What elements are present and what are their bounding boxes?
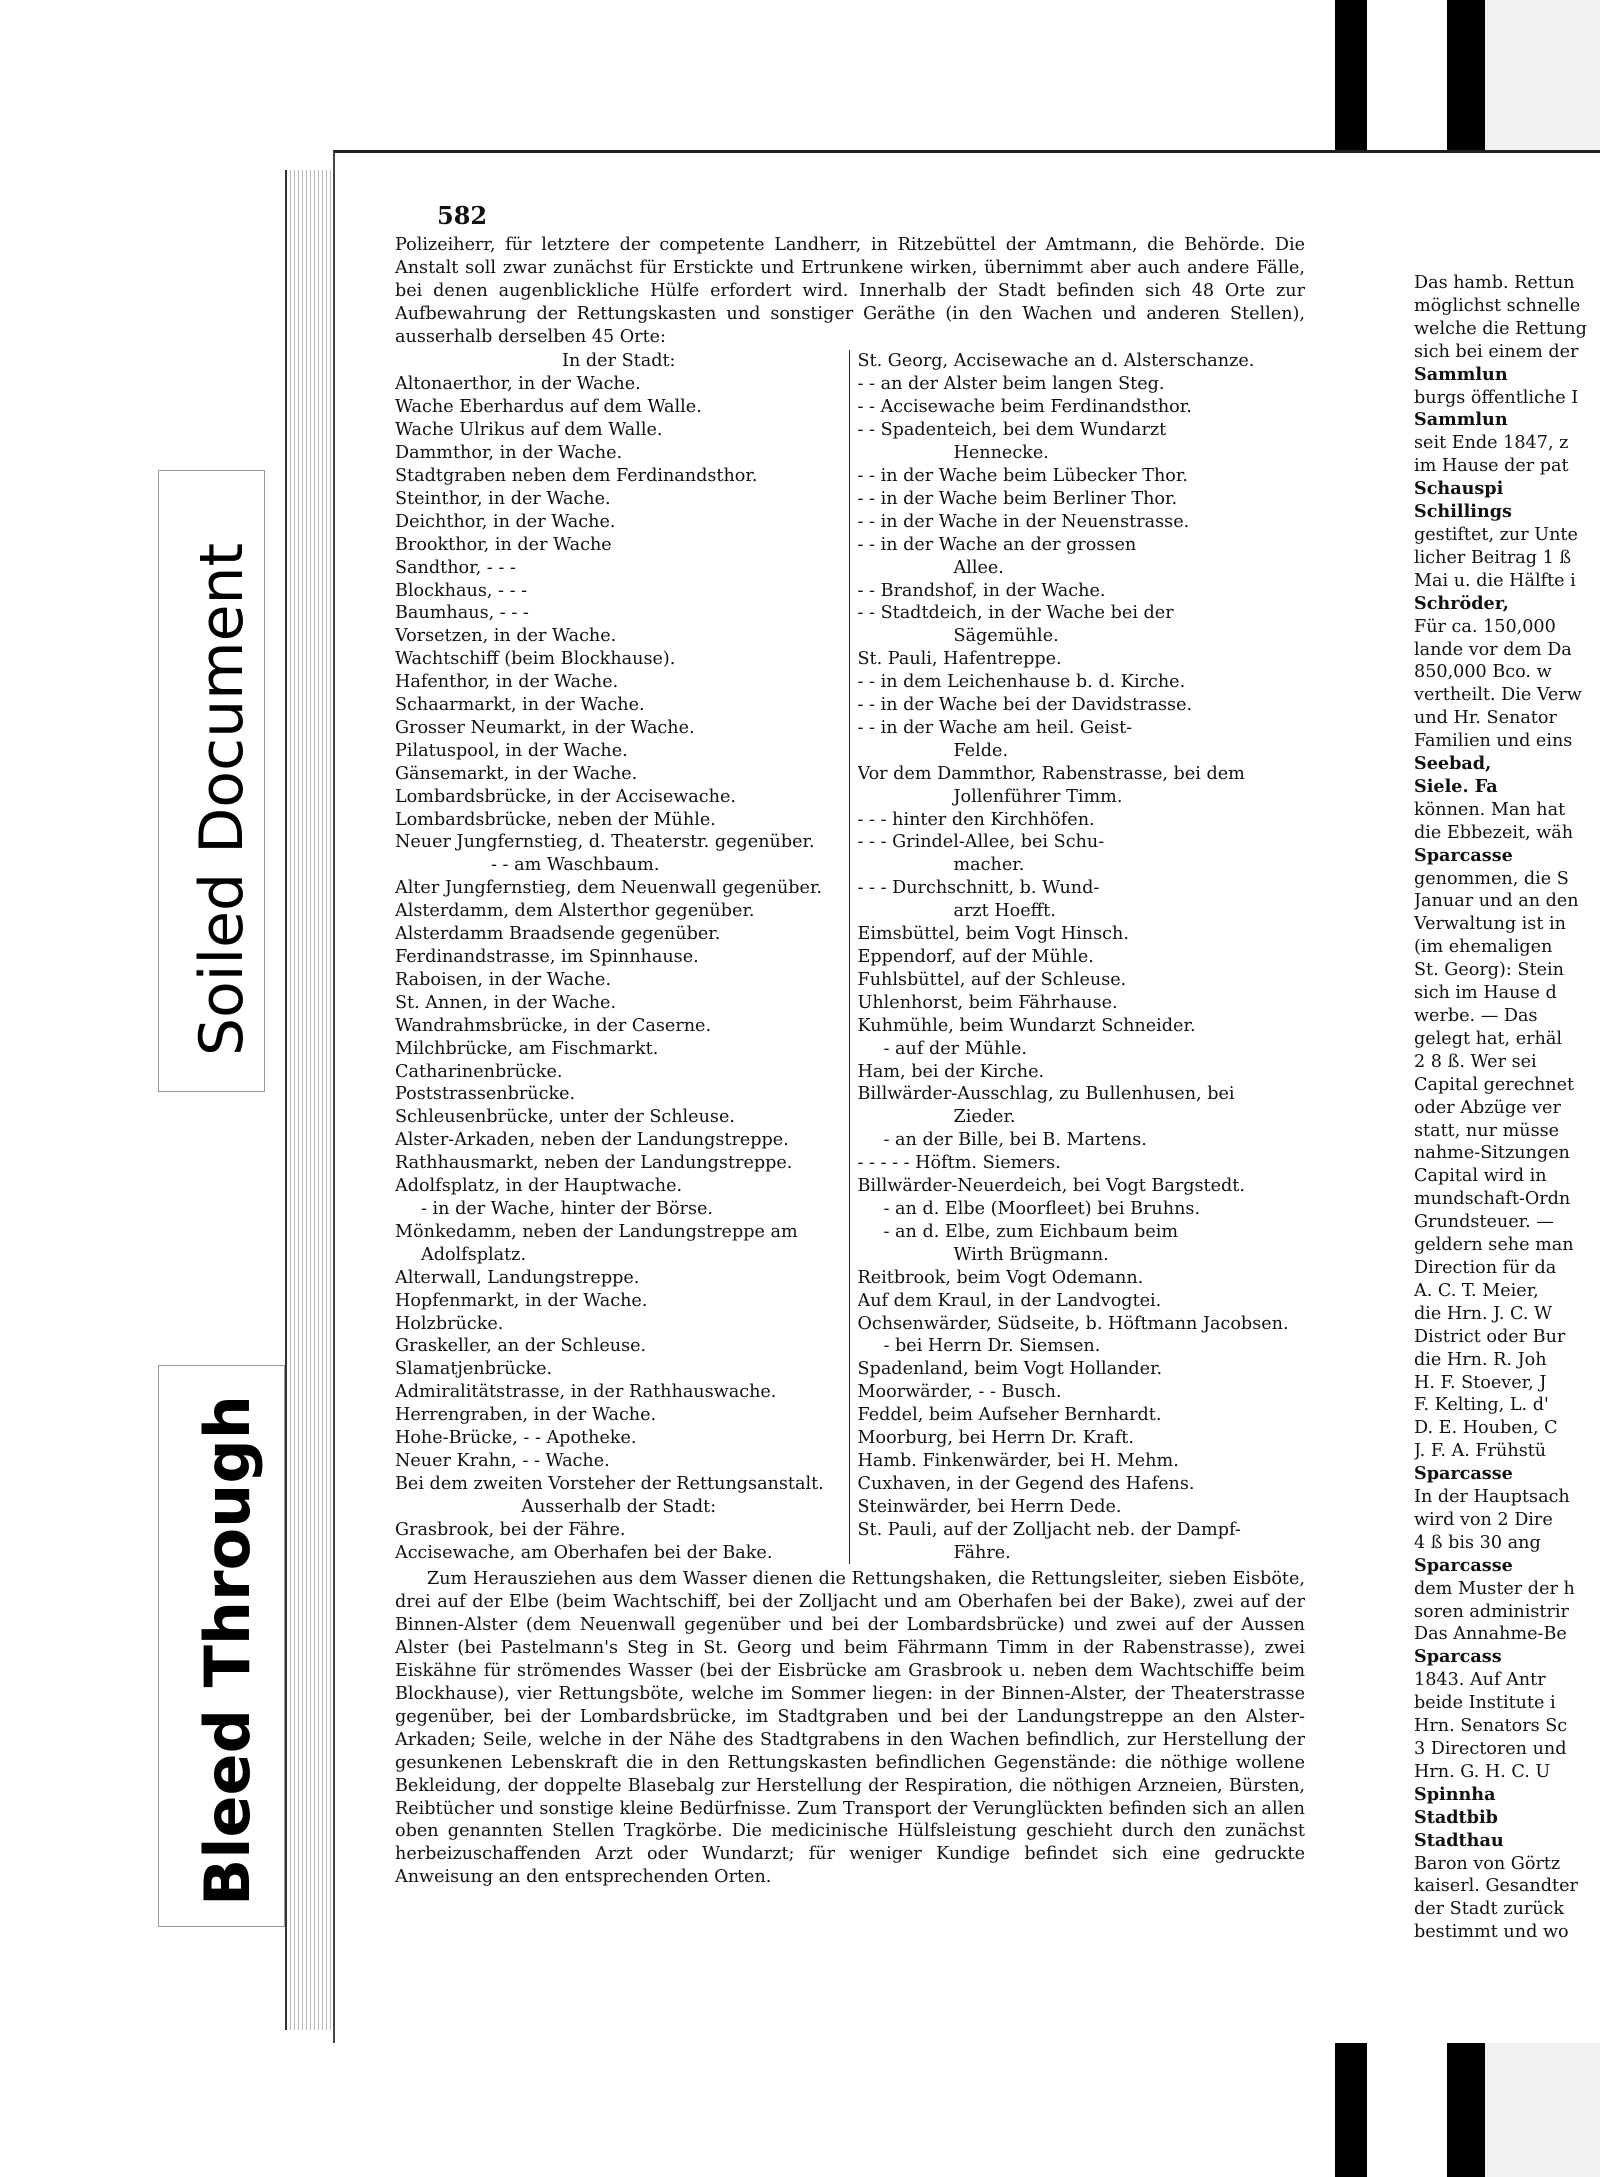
text-line: im Hause der pat: [1414, 456, 1569, 477]
location-entry: - - - - - Höftm. Siemers.: [857, 1153, 1061, 1174]
location-entry: Hamb. Finkenwärder, bei H. Mehm.: [857, 1450, 1179, 1471]
location-entry: St. Pauli, Hafentreppe.: [857, 649, 1062, 670]
location-entry: Holzbrücke.: [395, 1313, 504, 1334]
text-line: nahme-Sitzungen: [1414, 1143, 1570, 1164]
section-heading: In der Stadt:: [562, 351, 676, 372]
location-entry: Wachtschiff (beim Blockhause).: [395, 649, 676, 670]
text-line: beide Institute i: [1414, 1693, 1556, 1714]
text-line: vertheilt. Die Verw: [1414, 685, 1582, 706]
location-entry: Lombardsbrücke, in der Accisewache.: [395, 786, 736, 807]
text-line: werbe. — Das: [1414, 1006, 1538, 1026]
location-entry: - an der Bille, bei B. Martens.: [883, 1130, 1147, 1151]
location-entry: Schaarmarkt, in der Wache.: [395, 695, 645, 716]
location-entry: Hohe-Brücke, - - Apotheke.: [395, 1428, 637, 1449]
location-entry: St. Georg, Accisewache an d. Alsterschanze.: [857, 351, 1255, 372]
location-entry: Hopfenmarkt, in der Wache.: [395, 1290, 648, 1311]
text-line: Sammlun: [1414, 409, 1508, 431]
location-entry: Uhlenhorst, beim Fährhause.: [857, 992, 1118, 1013]
text-line: sich bei einem der: [1414, 341, 1579, 362]
text-line: Capital wird in: [1414, 1166, 1547, 1187]
location-entry: Wache Eberhardus auf dem Walle.: [395, 397, 702, 418]
text-line: die Hrn. R. Joh: [1414, 1349, 1547, 1370]
location-entry: Baumhaus, - - -: [395, 603, 529, 624]
text-line: Das Annahme-Be: [1414, 1624, 1567, 1645]
page-number: 582: [437, 201, 488, 230]
text-line: licher Beitrag 1 ß: [1414, 547, 1572, 568]
location-entry: Schleusenbrücke, unter der Schleuse.: [395, 1107, 735, 1128]
location-entry: - - am Waschbaum.: [491, 855, 660, 876]
text-line: und Hr. Senator: [1414, 708, 1557, 729]
location-entry: - - - hinter den Kirchhöfen.: [857, 809, 1095, 830]
page-edges: [285, 170, 335, 2030]
text-line: 4 ß bis 30 ang: [1414, 1532, 1541, 1553]
location-entry: - - in der Wache an der grossen: [857, 534, 1137, 555]
section-heading: Ausserhalb der Stadt:: [521, 1496, 717, 1517]
location-entry: - - Accisewache beim Ferdinandsthor.: [857, 397, 1192, 418]
intro-paragraph: Polizeiherr, für letztere der competente Landherr, in Ritzebüttel der Amtmann, die Behörde. Die Anstalt soll zwar zunächst für Erstickte und Ertrunkene wirken, übernimmt aber auch andere Fälle, bei denen augenblickliche Hülfe erfordert wird. Innerhalb der Stadt befinden sich 48 Orte zur Aufbewahrung der Rettungskasten und sonstiger Geräthe (in den Wachen und anderen Stellen), ausserhalb derselben 45 Orte:: [395, 234, 1305, 347]
location-entry: - - Spadenteich, bei dem Wundarzt: [857, 420, 1167, 441]
location-entry: - bei Herrn Dr. Siemsen.: [883, 1336, 1101, 1357]
text-line: oder Abzüge ver: [1414, 1097, 1561, 1118]
location-entry: - - Brandshof, in der Wache.: [857, 580, 1106, 601]
location-entry: Feddel, beim Aufseher Bernhardt.: [857, 1405, 1162, 1426]
location-entry: Alsterdamm, dem Alsterthor gegenüber.: [395, 901, 755, 922]
location-entry: Graskeller, an der Schleuse.: [395, 1336, 647, 1357]
text-line: die Hrn. J. C. W: [1414, 1303, 1553, 1324]
location-entry: Hafenthor, in der Wache.: [395, 672, 619, 693]
location-entry: Neuer Krahn, - - Wache.: [395, 1450, 610, 1471]
location-entry: Steinthor, in der Wache.: [395, 488, 611, 509]
bleed-through-label-text: Bleed Through: [191, 1395, 264, 1906]
location-entry: Ferdinandstrasse, im Spinnhause.: [395, 947, 699, 967]
text-line: 3 Directoren und: [1414, 1739, 1567, 1759]
text-line: Direction für da: [1414, 1257, 1557, 1278]
location-entry: Poststrassenbrücke.: [395, 1084, 576, 1105]
text-line: sich im Hause d: [1414, 983, 1557, 1004]
text-line: Stadtbib: [1414, 1806, 1498, 1828]
text-line: 1843. Auf Antr: [1414, 1670, 1546, 1691]
text-line: J. F. A. Frühstü: [1414, 1441, 1547, 1462]
location-entry: Eppendorf, auf der Mühle.: [857, 947, 1094, 967]
location-entry: - - in der Wache in der Neuenstrasse.: [857, 511, 1190, 532]
location-columns: [395, 350, 1305, 1564]
location-entry: Grosser Neumarkt, in der Wache.: [395, 717, 695, 738]
location-entry: Steinwärder, bei Herrn Dede.: [857, 1496, 1122, 1517]
location-entry: Catharinenbrücke.: [395, 1061, 563, 1082]
location-entry: Pilatuspool, in der Wache.: [395, 740, 628, 761]
location-entry: Alterwall, Landungstreppe.: [395, 1267, 640, 1288]
right-location-column: [850, 350, 1306, 1564]
location-entry: Eimsbüttel, beim Vogt Hinsch.: [857, 924, 1129, 945]
location-entry: Vorsetzen, in der Wache.: [395, 626, 617, 647]
text-line: genommen, die S: [1414, 868, 1569, 889]
text-line: Familien und eins: [1414, 731, 1573, 752]
location-entry: Wandrahmsbrücke, in der Caserne.: [395, 1015, 712, 1036]
location-entry: Sandthor, - - -: [395, 557, 516, 578]
text-line: können. Man hat: [1414, 799, 1566, 820]
location-entry: Felde.: [953, 740, 1009, 761]
location-entry: Alter Jungfernstieg, dem Neuenwall gegenüber.: [395, 878, 823, 899]
left-location-column: [395, 350, 850, 1564]
location-entry: Ochsenwärder, Südseite, b. Höftmann Jacobsen.: [857, 1313, 1289, 1334]
location-entry: Auf dem Kraul, in der Landvogtei.: [857, 1290, 1162, 1311]
location-entry: - - an der Alster beim langen Steg.: [857, 374, 1165, 395]
text-line: Sparcasse: [1414, 1554, 1513, 1576]
location-entry: Herrengraben, in der Wache.: [395, 1405, 657, 1426]
location-entry: Fähre.: [953, 1542, 1011, 1563]
location-entry: Brookthor, in der Wache: [395, 534, 612, 555]
location-entry: St. Annen, in der Wache.: [395, 992, 617, 1013]
location-entry: - an d. Elbe, zum Eichbaum beim: [883, 1221, 1179, 1242]
location-entry: Blockhaus, - - -: [395, 580, 528, 601]
location-entry: Fuhlsbüttel, auf der Schleuse.: [857, 969, 1127, 990]
text-line: der Stadt zurück: [1414, 1899, 1565, 1920]
location-entry: Wache Ulrikus auf dem Walle.: [395, 420, 663, 441]
text-line: Stadthau: [1414, 1829, 1504, 1851]
location-entry: Kuhmühle, beim Wundarzt Schneider.: [857, 1015, 1196, 1036]
location-entry: Alster-Arkaden, neben der Landungstreppe.: [395, 1130, 789, 1151]
text-line: welche die Rettung: [1414, 318, 1587, 339]
text-line: Grundsteuer. —: [1414, 1212, 1554, 1233]
soiled-document-label: [158, 470, 265, 1092]
text-line: Hrn. G. H. C. U: [1414, 1761, 1551, 1782]
location-entry: - - in der Wache am heil. Geist-: [857, 717, 1133, 738]
text-line: Capital gerechnet: [1414, 1074, 1575, 1095]
location-entry: Accisewache, am Oberhafen bei der Bake.: [395, 1542, 773, 1563]
bleed-through-label: [158, 1365, 285, 1927]
location-entry: - - - Durchschnitt, b. Wund-: [857, 878, 1100, 899]
text-line: 850,000 Bco. w: [1414, 662, 1552, 683]
location-entry: Spadenland, beim Vogt Hollander.: [857, 1359, 1163, 1380]
location-entry: Gänsemarkt, in der Wache.: [395, 763, 638, 784]
location-entry: - - - Grindel-Allee, bei Schu-: [857, 832, 1105, 853]
location-entry: - - Stadtdeich, in der Wache bei der: [857, 603, 1174, 624]
text-line: Schröder,: [1414, 592, 1509, 614]
text-line: Sparcasse: [1414, 1463, 1513, 1485]
text-line: statt, nur müsse: [1414, 1120, 1560, 1141]
location-entry: Moorburg, bei Herrn Dr. Kraft.: [857, 1428, 1134, 1449]
text-line: St. Georg): Stein: [1414, 960, 1564, 981]
location-entry: St. Pauli, auf der Zolljacht neb. der Dampf-: [857, 1519, 1241, 1540]
location-entry: Cuxhaven, in der Gegend des Hafens.: [857, 1473, 1195, 1494]
location-entry: Rathhausmarkt, neben der Landungstreppe.: [395, 1153, 793, 1174]
location-entry: Vor dem Dammthor, Rabenstrasse, bei dem: [857, 763, 1245, 784]
text-line: Siele. Fa: [1414, 775, 1498, 797]
location-entry: - - in der Wache beim Lübecker Thor.: [857, 465, 1188, 486]
location-entry: Grasbrook, bei der Fähre.: [395, 1519, 626, 1540]
location-entry: Bei dem zweiten Vorsteher der Rettungsanstalt.: [395, 1473, 824, 1494]
location-entry: Altonaerthor, in der Wache.: [395, 374, 641, 395]
location-entry: Sägemühle.: [953, 626, 1059, 647]
text-line: kaiserl. Gesandter: [1414, 1876, 1578, 1897]
location-entry: Alsterdamm Braadsende gegenüber.: [395, 924, 721, 945]
text-line: F. Kelting, L. d': [1414, 1395, 1549, 1416]
text-line: lande vor dem Da: [1414, 639, 1572, 660]
text-line: gestiftet, zur Unte: [1414, 524, 1578, 545]
text-line: dem Muster der h: [1414, 1578, 1575, 1599]
location-entry: Neuer Jungfernstieg, d. Theaterstr. gegenüber.: [395, 832, 815, 853]
text-line: D. E. Houben, C: [1414, 1418, 1558, 1439]
closing-paragraph: Zum Herausziehen aus dem Wasser dienen die Rettungshaken, die Rettungsleiter, sieben Eisböte, drei auf der Elbe (beim Wachtschiff, bei der Zolljacht und am Oberhafen bei der Bake), zwei auf der Binnen-Alster (dem Neuenwall gegenüber und bei der Lombardsbrücke) und zwei auf der Aussen Alster (bei Pastelmann's Steg in St. Georg und beim Fährmann Timm in der Rabenstrasse), zwei Eiskähne für strömendes Wasser (bei der Eisbrücke am Grasbrook u. neben dem Wachtschiffe beim Blockhause), vier Rettungsböte, welche im Sommer liegen: in der Binnen-Alster, der Theaterstrasse gegenüber, bei der Lombardsbrücke, im Stadtgraben und bei der Landungstreppe an den Alster-Arkaden; Seile, welche in der Nähe des Stadtgrabens in den Wachen befindlich, zur Herstellung der gesunkenen Lebenskraft die in den Rettungskasten befindlichen Gegenstände: die nöthige wollene Bekleidung, der doppelte Blasebalg zur Herstellung der Respiration, die nöthigen Arzneien, Bürsten, Reibtücher und sonstige kleine Bedürfnisse. Zum Transport der Verunglückten befinden sich an allen oben genannten Stellen Tragkörbe. Die medicinische Hülfsleistung geschieht durch den zunächst herbeizuschaffenden Arzt oder Wundarzt; für weniger Kundige befindet sich eine gedruckte Anweisung an den entsprechenden Orten.: [395, 1569, 1305, 1888]
location-entry: Mönkedamm, neben der Landungstreppe am: [395, 1221, 798, 1242]
text-line: Sparcass: [1414, 1646, 1502, 1668]
text-line: die Ebbezeit, wäh: [1414, 822, 1574, 843]
text-line: Das hamb. Rettun: [1414, 273, 1575, 293]
location-entry: Billwärder-Ausschlag, zu Bullenhusen, bei: [857, 1084, 1235, 1105]
text-line: burgs öffentliche I: [1414, 387, 1579, 408]
location-entry: Adolfsplatz, in der Hauptwache.: [395, 1176, 683, 1197]
text-line: Verwaltung ist in: [1414, 914, 1566, 935]
location-entry: Hennecke.: [953, 443, 1049, 464]
text-line: Sammlun: [1414, 363, 1508, 385]
location-entry: Stadtgraben neben dem Ferdinandsthor.: [395, 465, 758, 486]
text-line: Baron von Görtz: [1414, 1853, 1561, 1874]
text-line: Schauspi: [1414, 478, 1504, 500]
text-line: Schillings: [1414, 501, 1512, 523]
page-text: [395, 201, 1305, 2005]
location-entry: Allee.: [953, 557, 1004, 578]
location-entry: Billwärder-Neuerdeich, bei Vogt Bargstedt.: [857, 1176, 1245, 1197]
location-entry: Ham, bei der Kirche.: [857, 1061, 1045, 1082]
soiled-document-label-text: Soiled Document: [187, 542, 257, 1056]
location-entry: Admiralitätstrasse, in der Rathhauswache.: [395, 1382, 777, 1403]
location-entry: - in der Wache, hinter der Börse.: [421, 1198, 714, 1219]
text-line: bestimmt und wo: [1414, 1922, 1569, 1943]
text-line: Mai u. die Hälfte i: [1414, 570, 1576, 591]
text-line: 2 8 ß. Wer sei: [1414, 1051, 1537, 1072]
text-line: wird von 2 Dire: [1414, 1509, 1553, 1530]
text-line: H. F. Stoever, J: [1414, 1372, 1547, 1393]
text-line: (im ehemaligen: [1414, 937, 1553, 958]
text-line: District oder Bur: [1414, 1326, 1566, 1347]
text-line: seit Ende 1847, z: [1414, 433, 1569, 454]
location-entry: - - in dem Leichenhause b. d. Kirche.: [857, 672, 1186, 693]
right-page-fragment: [1414, 272, 1600, 1944]
location-entry: Milchbrücke, am Fischmarkt.: [395, 1038, 659, 1059]
location-entry: - - in der Wache bei der Davidstrasse.: [857, 695, 1193, 716]
text-line: Januar und an den: [1414, 891, 1579, 912]
text-line: Seebad,: [1414, 753, 1492, 775]
text-line: möglichst schnelle: [1414, 295, 1581, 316]
location-entry: Slamatjenbrücke.: [395, 1359, 553, 1380]
text-line: Hrn. Senators Sc: [1414, 1716, 1568, 1737]
location-entry: Raboisen, in der Wache.: [395, 969, 612, 990]
text-line: geldern sehe man: [1414, 1235, 1574, 1256]
location-entry: Deichthor, in der Wache.: [395, 511, 616, 532]
location-entry: Dammthor, in der Wache.: [395, 443, 623, 464]
location-entry: - - in der Wache beim Berliner Thor.: [857, 488, 1178, 509]
text-line: gelegt hat, erhäl: [1414, 1028, 1562, 1049]
text-line: In der Hauptsach: [1414, 1487, 1570, 1508]
text-line: mundschaft-Ordn: [1414, 1189, 1571, 1210]
location-entry: Moorwärder, - - Busch.: [857, 1382, 1062, 1403]
text-line: Sparcasse: [1414, 844, 1513, 866]
location-entry: macher.: [953, 855, 1025, 876]
location-entry: Reitbrook, beim Vogt Odemann.: [857, 1267, 1144, 1288]
location-entry: Zieder.: [953, 1107, 1016, 1128]
location-entry: Adolfsplatz.: [421, 1244, 527, 1265]
text-line: A. C. T. Meier,: [1414, 1280, 1539, 1301]
location-entry: arzt Hoefft.: [953, 901, 1056, 922]
text-line: soren administrir: [1414, 1601, 1569, 1622]
text-line: Spinnha: [1414, 1783, 1496, 1805]
text-line: Für ca. 150,000: [1414, 616, 1556, 637]
location-entry: - an d. Elbe (Moorfleet) bei Bruhns.: [883, 1198, 1201, 1219]
location-entry: Jollenführer Timm.: [953, 786, 1123, 807]
location-entry: - auf der Mühle.: [883, 1038, 1027, 1059]
location-entry: Lombardsbrücke, neben der Mühle.: [395, 809, 716, 830]
location-entry: Wirth Brügmann.: [953, 1244, 1109, 1265]
